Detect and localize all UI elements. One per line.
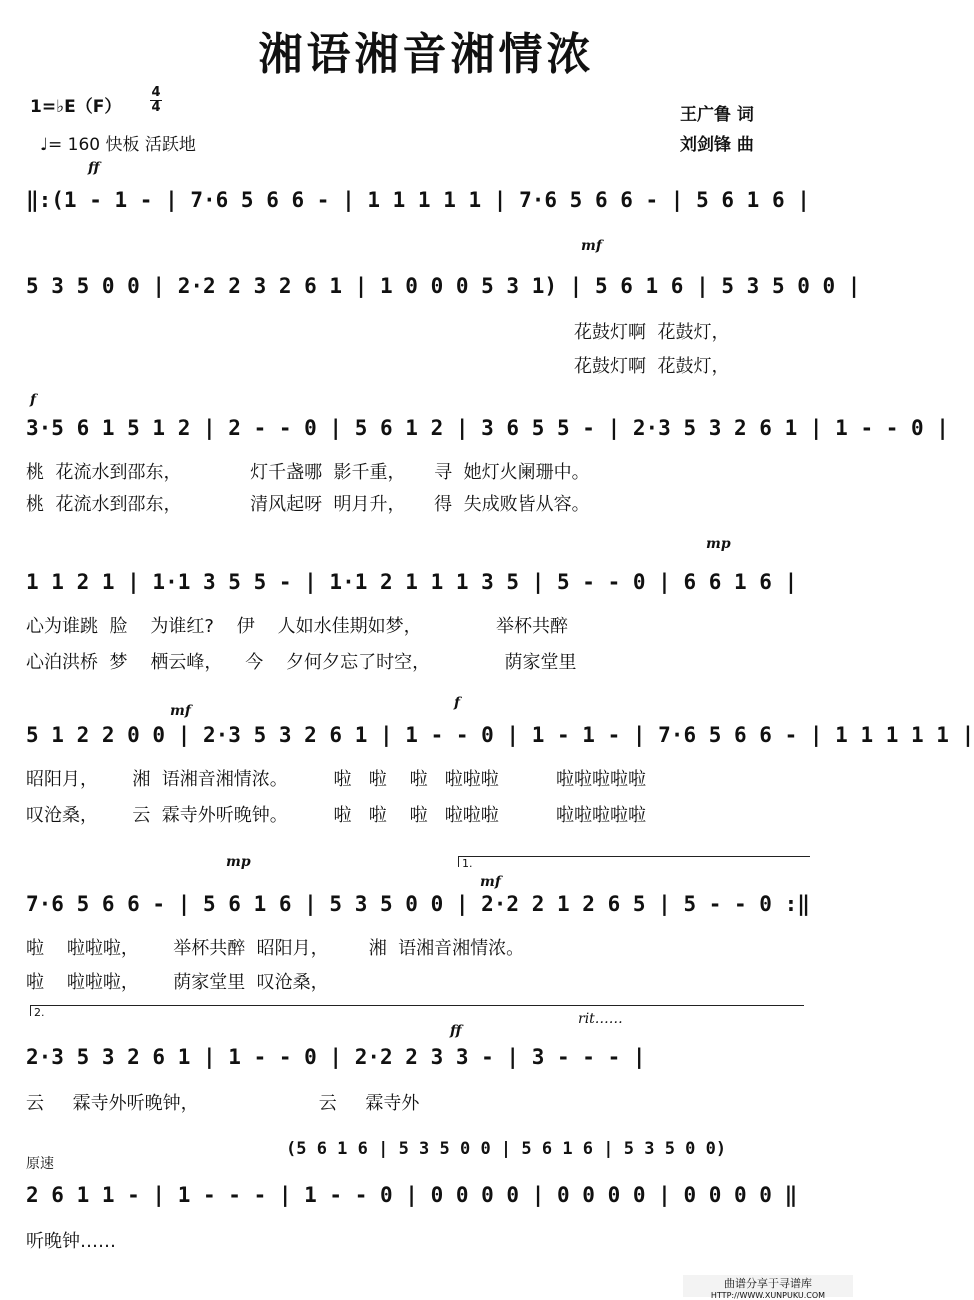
lyric-verse-1: 云 霖寺外听晚钟， 云 霖寺外	[26, 1093, 420, 1114]
dynamic-mark: mf	[581, 238, 602, 254]
dynamic-mark: mp	[226, 854, 251, 870]
time-sig-bottom: 4	[151, 100, 161, 115]
lyricist: 王广鲁 词	[680, 105, 754, 125]
footer-line-1: 曲谱分享于寻谱库	[724, 1277, 812, 1290]
volta-label: 2.	[34, 1006, 45, 1019]
dynamic-mark: mf	[480, 874, 501, 890]
watermark-footer	[683, 1275, 853, 1300]
lyric-verse-2: 叹沧桑， 云 霖寺外听晚钟。 啦 啦 啦 啦啦啦 啦啦啦啦啦	[26, 805, 646, 826]
lyric-verse-1: 心为谁跳 脸 为谁红? 伊 人如水佳期如梦， 举杯共醉	[26, 616, 569, 637]
lyric-verse-1: 桃 花流水到邵东， 灯千盏哪 影千重， 寻 她灯火阑珊中。	[26, 462, 590, 483]
notation-line: 7·6 5 6 6 - | 5 6 1 6 | 5 3 5 0 0 | 2·2 2 1 2 6 5 | 5 - - 0 :‖	[26, 892, 810, 916]
score-row-4	[26, 536, 806, 673]
notation-line: 2 6 1 1 - | 1 - - - | 1 - - 0 | 0 0 0 0 | 0 0 0 0 | 0 0 0 0 ‖	[26, 1183, 798, 1207]
lyric-verse-2: 花鼓灯啊 花鼓灯，	[574, 356, 730, 377]
dynamic-mark: mp	[706, 536, 731, 552]
rit-mark: rit……	[578, 1011, 623, 1027]
notation-line: 3·5 6 1 5 1 2 | 2 - - 0 | 5 6 1 2 | 3 6 5 5 - | 2·3 5 3 2 6 1 | 1 - - 0 |	[26, 416, 949, 440]
lyric-verse-2: 心泊洪桥 梦 栖云峰， 今 夕何夕忘了时空， 荫家堂里	[26, 652, 577, 673]
lyric-verse-1: 昭阳月， 湘 语湘音湘情浓。 啦 啦 啦 啦啦啦 啦啦啦啦啦	[26, 769, 646, 790]
accompaniment-line: (5 6 1 6 | 5 3 5 0 0 | 5 6 1 6 | 5 3 5 0 0)	[286, 1139, 727, 1159]
composer: 刘剑锋 曲	[680, 135, 754, 155]
notation-line: 1 1 2 1 | 1·1 3 5 5 - | 1·1 2 1 1 1 3 5 | 5 - - 0 | 6 6 1 6 |	[26, 570, 798, 594]
dynamic-mark: ff	[88, 160, 100, 176]
score-row-6	[26, 850, 810, 993]
dynamic-mark: f	[454, 695, 461, 711]
lyric-verse-1: 听晚钟……	[26, 1231, 116, 1252]
dynamic-mark: ff	[450, 1023, 462, 1039]
lyric-verse-1: 花鼓灯啊 花鼓灯，	[574, 322, 730, 343]
tempo-primo-mark: 原速	[26, 1156, 54, 1172]
lyric-verse-1: 啦 啦啦啦， 举杯共醉 昭阳月， 湘 语湘音湘情浓。	[26, 938, 525, 959]
lyric-verse-2: 桃 花流水到邵东， 清风起呀 明月升， 得 失成败皆从容。	[26, 494, 590, 515]
score-row-5	[26, 695, 974, 826]
page-title: 湘语湘音湘情浓	[258, 29, 595, 80]
key-text: 1=♭E（F）	[30, 97, 122, 117]
footer-url: HTTP://WWW.XUNPUKU.COM	[710, 1291, 826, 1300]
dynamic-mark: f	[30, 392, 37, 408]
notation-line: ‖:(1 - 1 - | 7·6 5 6 6 - | 1 1 1 1 1 | 7·6 5 6 6 - | 5 6 1 6 |	[26, 188, 810, 212]
key-signature	[30, 92, 121, 117]
notation-line: 5 3 5 0 0 | 2·2 2 3 2 6 1 | 1 0 0 0 5 3 1) | 5 6 1 6 | 5 3 5 0 0 |	[26, 274, 861, 298]
time-signature	[150, 86, 162, 115]
score-row-3	[26, 392, 949, 522]
tempo-marking: ♩= 160 快板 活跃地	[40, 135, 196, 155]
volta-label: 1.	[462, 857, 473, 870]
volta-bracket-1	[458, 856, 810, 870]
score-row-1	[26, 160, 810, 230]
notation-line: 2·3 5 3 2 6 1 | 1 - - 0 | 2·2 2 3 3 - | 3 - - - |	[26, 1045, 646, 1069]
score-row-7	[26, 1005, 806, 1115]
score-row-8	[26, 1135, 806, 1265]
time-sig-top: 4	[151, 85, 161, 100]
lyric-verse-2: 啦 啦啦啦， 荫家堂里 叹沧桑，	[26, 972, 329, 993]
dynamic-mark: mf	[170, 703, 191, 719]
score-row-2	[26, 238, 861, 378]
notation-line: 5 1 2 2 0 0 | 2·3 5 3 2 6 1 | 1 - - 0 | 1 - 1 - | 7·6 5 6 6 - | 1 1 1 1 1 |	[26, 723, 974, 747]
